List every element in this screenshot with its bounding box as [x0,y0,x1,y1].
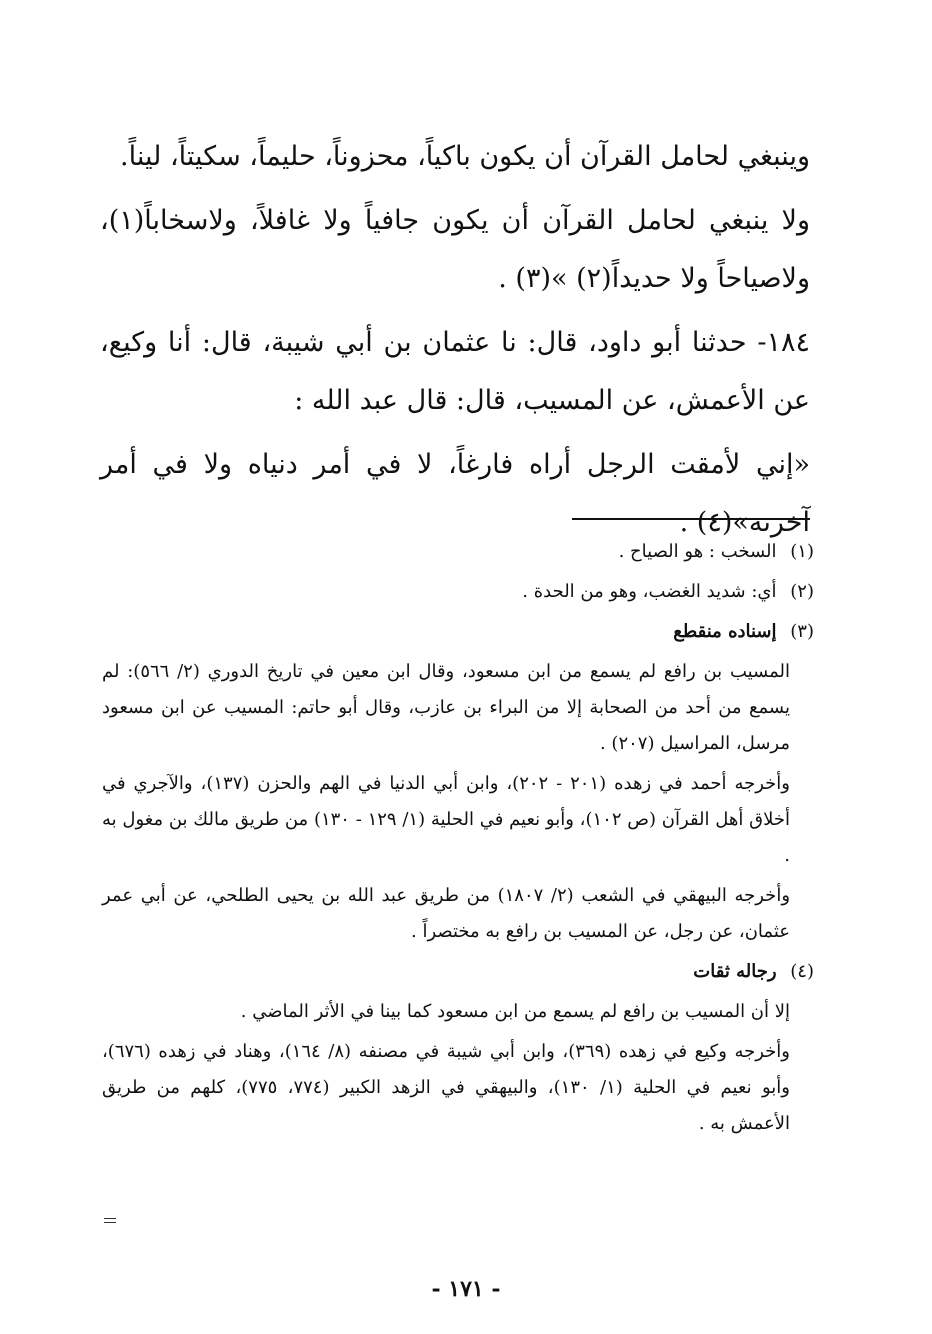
main-paragraph-4: «إني لأمقت الرجل أراه فارغاً، لا في أمر دنياه ولا في أمر آخرته»(٤) . [100,449,810,538]
footnote-1-number: (١) [790,541,814,562]
footnote-2-number: (٢) [790,581,814,602]
margin-mark-2 [104,1222,116,1223]
main-text [100,128,810,552]
footnote-1-text: السخب : هو الصياح . [618,541,777,562]
footnote-2-text: أي: شديد الغضب، وهو من الحدة . [522,581,777,602]
footnote-3-number: (٣) [790,621,814,642]
footnote-3 [102,614,814,650]
footnote-4-paragraph-2: وأخرجه وكيع في زهده (٣٦٩)، وابن أبي شيبة في مصنفه (٨/ ١٦٤)، وهناد في زهده (٦٧٦)، وأبو نعيم في الحلية (١/ ١٣٠)، والبيهقي في الزهد الكبير (٧٧٤، ٧٧٥)، كلهم من طريق الأعمش به . [102,1041,790,1134]
page-number: - ١٧١ - [431,1276,501,1302]
footnote-3-body [102,654,790,950]
footnote-4-number: (٤) [790,961,814,982]
footnote-4-heading: رجاله ثقات [693,961,777,982]
margin-mark [104,1218,116,1219]
main-paragraph-2: ولا ينبغي لحامل القرآن أن يكون جافياً ولا غافلاً، ولاسخاباً(١)، ولاصياحاً ولا حديداً(٢) »(٣) . [100,205,810,294]
footnote-3-paragraph-1: المسيب بن رافع لم يسمع من ابن مسعود، وقال ابن معين في تاريخ الدوري (٢/ ٥٦٦): لم يسمع من أحد من الصحابة إلا من البراء بن عازب، وقال أبو حاتم: المسيب عن ابن مسعود مرسل، المراسيل (٢٠٧) . [102,661,790,754]
footnote-2 [102,574,814,610]
main-paragraph-1: وينبغي لحامل القرآن أن يكون باكياً، محزوناً، حليماً، سكيتاً، ليناً. [120,141,810,172]
footnote-4-body [102,994,790,1142]
footnote-4-paragraph-1: إلا أن المسيب بن رافع لم يسمع من ابن مسعود كما بينا في الأثر الماضي . [240,1001,790,1022]
footnote-3-heading: إسناده منقطع [673,621,777,642]
footnote-3-paragraph-3: وأخرجه البيهقي في الشعب (٢/ ١٨٠٧) من طريق عبد الله بن يحيى الطلحي، عن أبي عمر عثمان، عن رجل، عن المسيب بن رافع به مختصراً . [102,885,791,942]
main-paragraph-3: ١٨٤- حدثنا أبو داود، قال: نا عثمان بن أبي شيبة، قال: أنا وكيع، عن الأعمش، عن المسيب، قال: قال عبد الله : [100,327,810,416]
footnote-1 [102,534,814,570]
footnote-separator [572,518,810,520]
footnote-3-paragraph-2: وأخرجه أحمد في زهده (٢٠١ - ٢٠٢)، وابن أبي الدنيا في الهم والحزن (١٣٧)، والآجري في أخلاق أهل القرآن (ص ١٠٢)، وأبو نعيم في الحلية (١/ ١٢٩ - ١٣٠) من طريق مالك بن مغول به . [102,773,790,866]
footnote-4 [102,954,814,990]
footnotes [102,534,814,1146]
